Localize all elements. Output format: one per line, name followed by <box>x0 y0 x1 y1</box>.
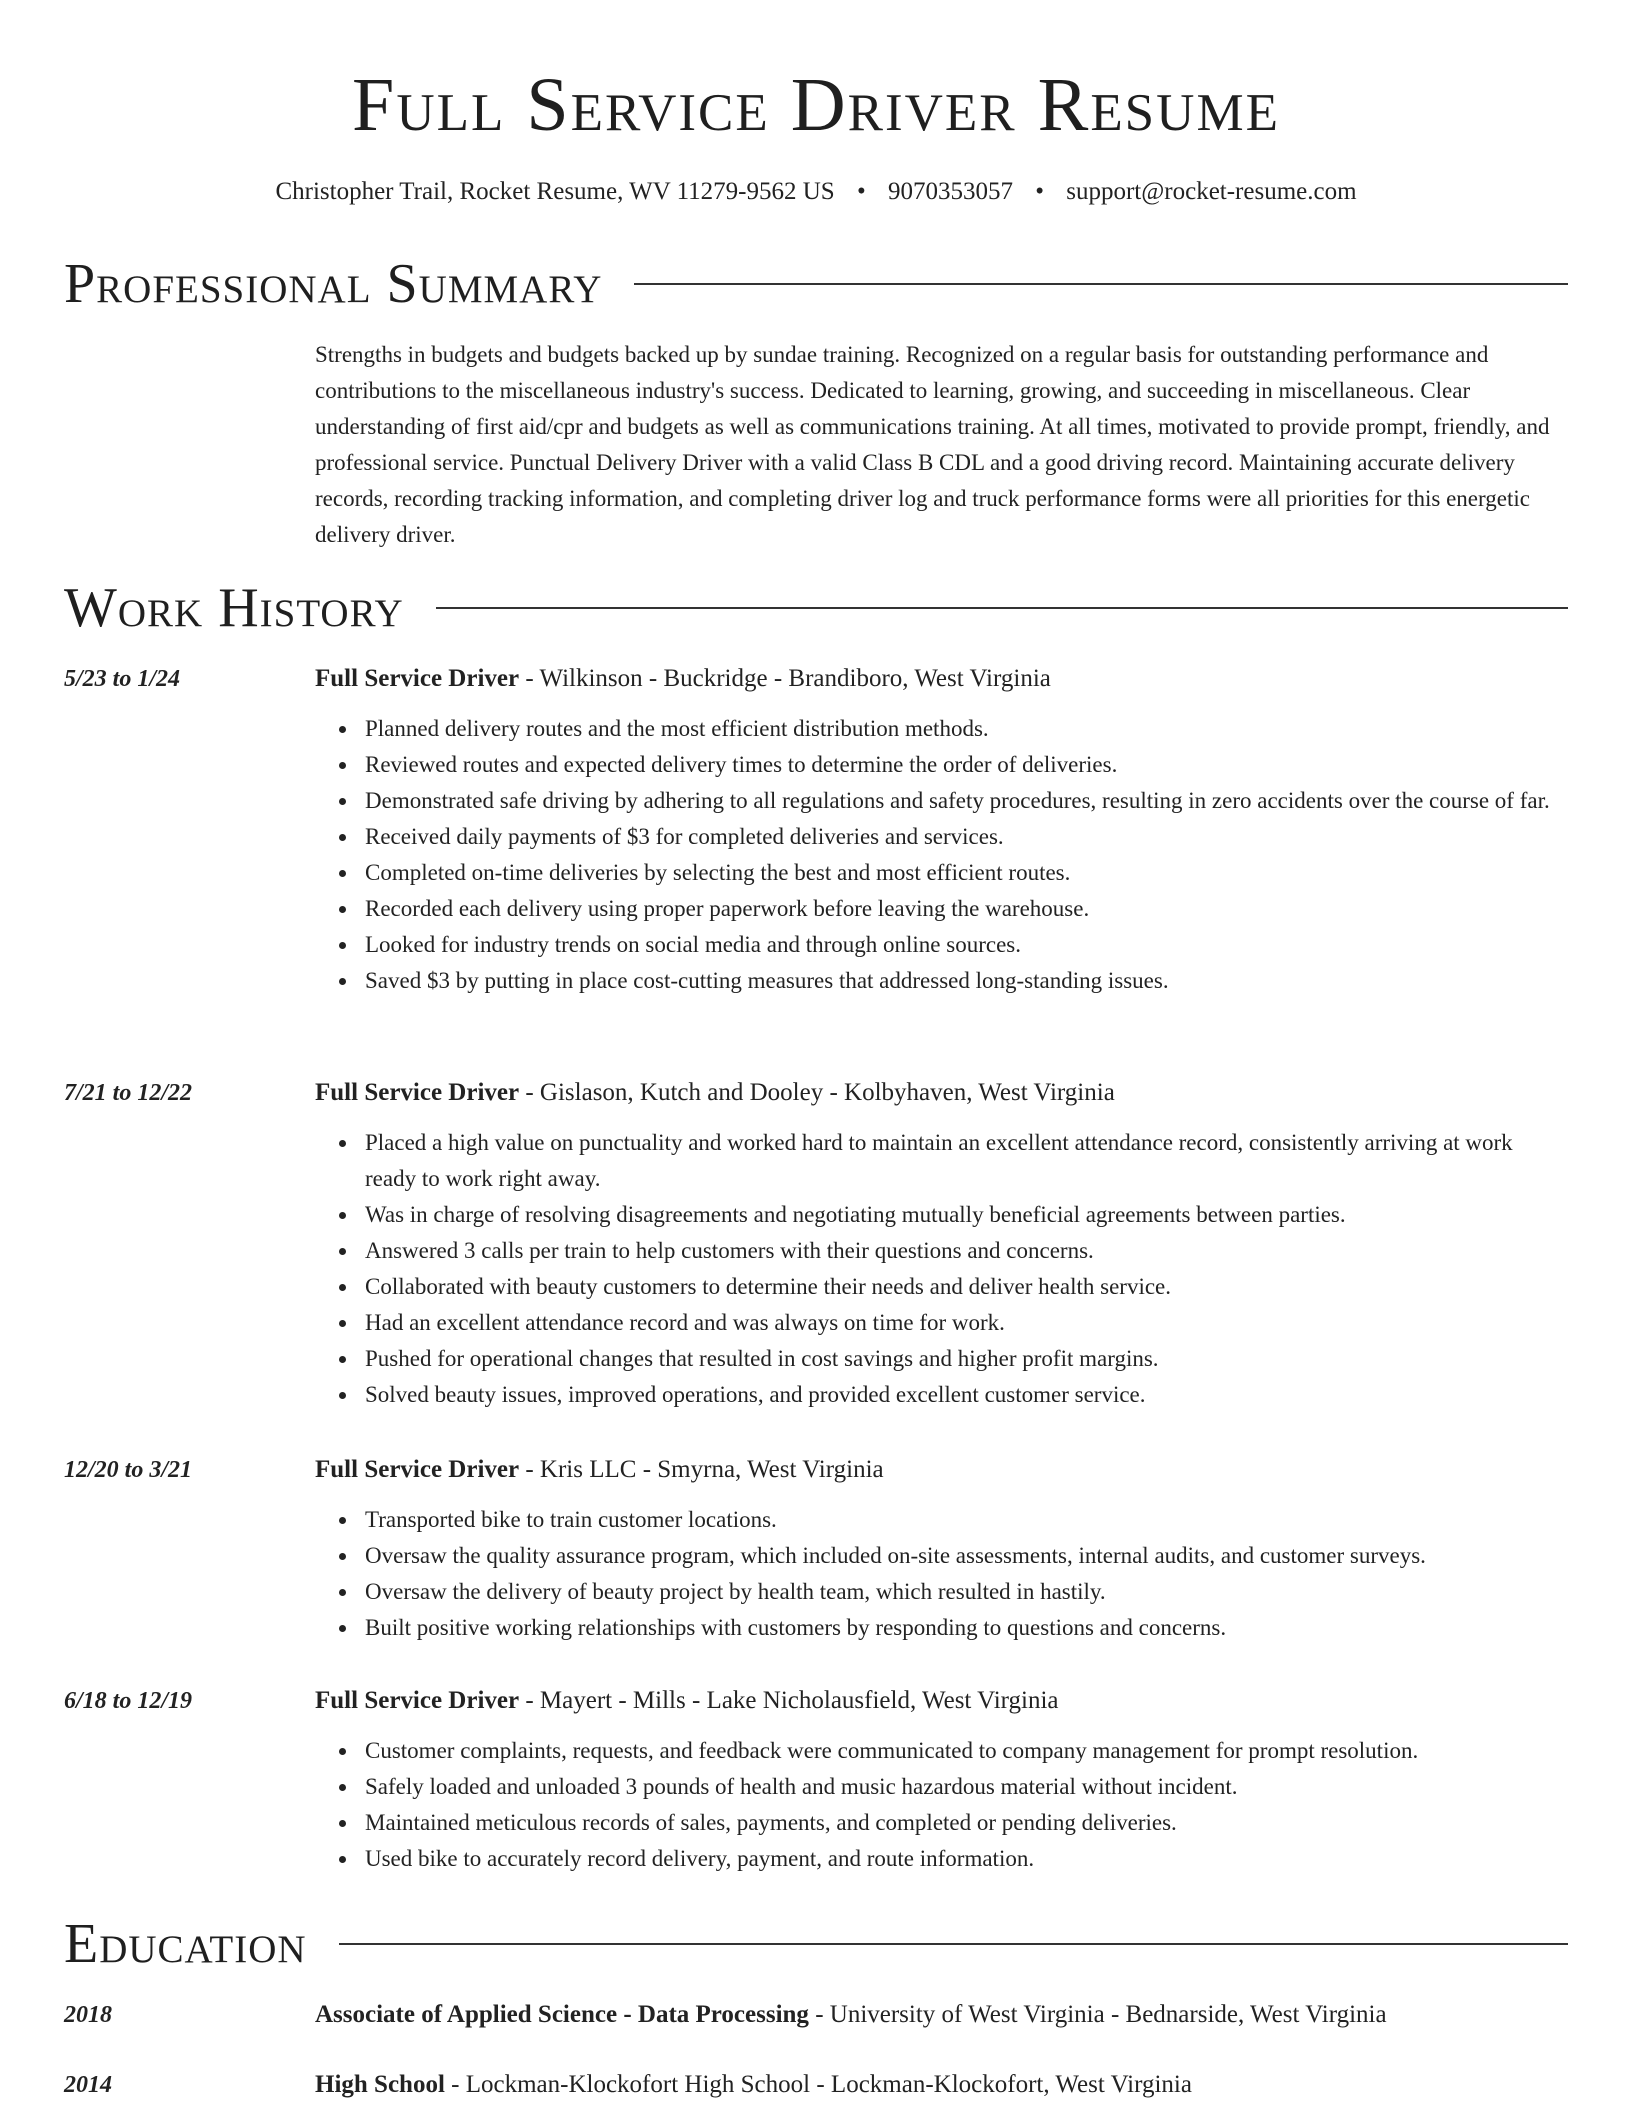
duty-item: • Collaborated with beauty customers to determine their needs and deliver health service. <box>359 1269 1568 1305</box>
job-dates: 7/21 to 12/22 <box>64 1080 193 1106</box>
contact-separator: • <box>856 178 866 205</box>
education-header <box>64 1997 1568 2033</box>
job-title: Full Service Driver <box>315 665 520 692</box>
job-dates: 6/18 to 12/19 <box>64 1688 193 1714</box>
job-entry <box>64 1683 1568 1877</box>
job-heading <box>315 1452 884 1488</box>
duty-item: • Had an excellent attendance record and was always on time for work. <box>359 1305 1568 1341</box>
section-title-work-history: Work History <box>64 577 404 639</box>
job-entry <box>64 661 1568 999</box>
education-header <box>64 2067 1568 2103</box>
education-degree: High School <box>315 2071 445 2098</box>
job-header <box>64 1683 1568 1719</box>
job-title: Full Service Driver <box>315 1687 520 1714</box>
job-duties <box>64 1502 1568 1646</box>
duty-item: • Oversaw the delivery of beauty project by health team, which resulted in hastily. <box>359 1574 1568 1610</box>
duty-item: • Used bike to accurately record delivery, payment, and route information. <box>359 1841 1568 1877</box>
duty-item: • Saved $3 by putting in place cost-cutting measures that addressed long-standing issues. <box>359 963 1568 999</box>
education-school: - University of West Virginia - Bednarside, West Virginia <box>808 2001 1387 2028</box>
education-heading <box>315 2067 1192 2103</box>
education-school: - Lockman-Klockofort High School - Lockman-Klockofort, West Virginia <box>444 2071 1192 2098</box>
education-heading <box>315 1997 1387 2033</box>
contact-line <box>0 176 1632 208</box>
job-heading <box>315 1683 1059 1719</box>
job-heading <box>315 1075 1115 1111</box>
duty-item: • Recorded each delivery using proper paperwork before leaving the warehouse. <box>359 891 1568 927</box>
contact-address: Christopher Trail, Rocket Resume, WV 11279-9562 US <box>275 178 835 205</box>
job-heading <box>315 661 1051 697</box>
section-header-education <box>64 1912 1568 1976</box>
job-employer: - Mayert - Mills - Lake Nicholausfield, West Virginia <box>519 1687 1059 1714</box>
duty-item: • Reviewed routes and expected delivery times to determine the order of deliveries. <box>359 747 1568 783</box>
resume-title: Full Service Driver Resume <box>352 63 1280 147</box>
section-title-education: Education <box>64 1913 307 1975</box>
duty-item: • Maintained meticulous records of sales, payments, and completed or pending deliveries. <box>359 1805 1568 1841</box>
job-employer: - Wilkinson - Buckridge - Brandiboro, West Virginia <box>519 665 1051 692</box>
duty-item: • Answered 3 calls per train to help customers with their questions and concerns. <box>359 1233 1568 1269</box>
job-duties <box>64 711 1568 999</box>
contact-separator: • <box>1035 178 1044 205</box>
education-year: 2014 <box>64 2072 112 2098</box>
job-title: Full Service Driver <box>315 1079 520 1106</box>
duty-item: • Transported bike to train customer locations. <box>359 1502 1568 1538</box>
job-dates: 5/23 to 1/24 <box>64 666 181 692</box>
duty-item: • Placed a high value on punctuality and worked hard to maintain an excellent attendance record, consistently arriving at work ready to work right away. <box>359 1125 1568 1197</box>
duty-item: • Completed on-time deliveries by selecting the best and most efficient routes. <box>359 855 1568 891</box>
education-degree: Associate of Applied Science - Data Processing <box>315 2001 809 2028</box>
job-employer: - Gislason, Kutch and Dooley - Kolbyhaven, West Virginia <box>519 1079 1115 1106</box>
duty-item: • Received daily payments of $3 for completed deliveries and services. <box>359 819 1568 855</box>
job-entry <box>64 1452 1568 1646</box>
duty-item: • Was in charge of resolving disagreements and negotiating mutually beneficial agreements between parties. <box>359 1197 1568 1233</box>
section-divider <box>436 607 1568 609</box>
job-employer: - Kris LLC - Smyrna, West Virginia <box>519 1456 884 1483</box>
job-header <box>64 1075 1568 1111</box>
job-entry <box>64 1075 1568 1413</box>
section-divider <box>634 283 1568 285</box>
job-header <box>64 1452 1568 1488</box>
duty-item: • Looked for industry trends on social media and through online sources. <box>359 927 1568 963</box>
duty-item: • Solved beauty issues, improved operations, and provided excellent customer service. <box>359 1377 1568 1413</box>
education-year: 2018 <box>64 2002 112 2028</box>
section-header-work-history <box>64 576 1568 640</box>
duty-item: • Safely loaded and unloaded 3 pounds of health and music hazardous material without incident. <box>359 1769 1568 1805</box>
duty-item: • Demonstrated safe driving by adhering to all regulations and safety procedures, resulting in zero accidents over the course of far. <box>359 783 1568 819</box>
duty-item: • Planned delivery routes and the most efficient distribution methods. <box>359 711 1568 747</box>
job-dates: 12/20 to 3/21 <box>64 1457 193 1483</box>
contact-email: support@rocket-resume.com <box>1066 178 1357 205</box>
section-header-summary <box>64 252 1568 316</box>
job-title: Full Service Driver <box>315 1456 520 1483</box>
section-title-summary: Professional Summary <box>64 253 603 315</box>
education-entry <box>64 1997 1568 2033</box>
section-divider <box>339 1943 1568 1945</box>
job-duties <box>64 1733 1568 1877</box>
duty-item: • Built positive working relationships with customers by responding to questions and concerns. <box>359 1610 1568 1646</box>
summary-text: Strengths in budgets and budgets backed up by sundae training. Recognized on a regular basis for outstanding performance and contributions to the miscellaneous industry's success. Dedicated to learning, growing, and succeeding in miscellaneous. Clear understanding of first aid/cpr and budgets as well as communications training. At all times, motivated to provide prompt, friendly, and professional service. Punctual Delivery Driver with a valid Class B CDL and a good driving record. Maintaining accurate delivery records, recording tracking information, and completing driver log and truck performance forms were all priorities for this energetic delivery driver. <box>315 342 1550 547</box>
job-header <box>64 661 1568 697</box>
duty-item: • Oversaw the quality assurance program, which included on-site assessments, internal audits, and customer surveys. <box>359 1538 1568 1574</box>
job-duties <box>64 1125 1568 1413</box>
duty-item: • Customer complaints, requests, and feedback were communicated to company management for prompt resolution. <box>359 1733 1568 1769</box>
contact-phone: 9070353057 <box>887 178 1013 205</box>
education-entry <box>64 2067 1568 2103</box>
duty-item: • Pushed for operational changes that resulted in cost savings and higher profit margins. <box>359 1341 1568 1377</box>
